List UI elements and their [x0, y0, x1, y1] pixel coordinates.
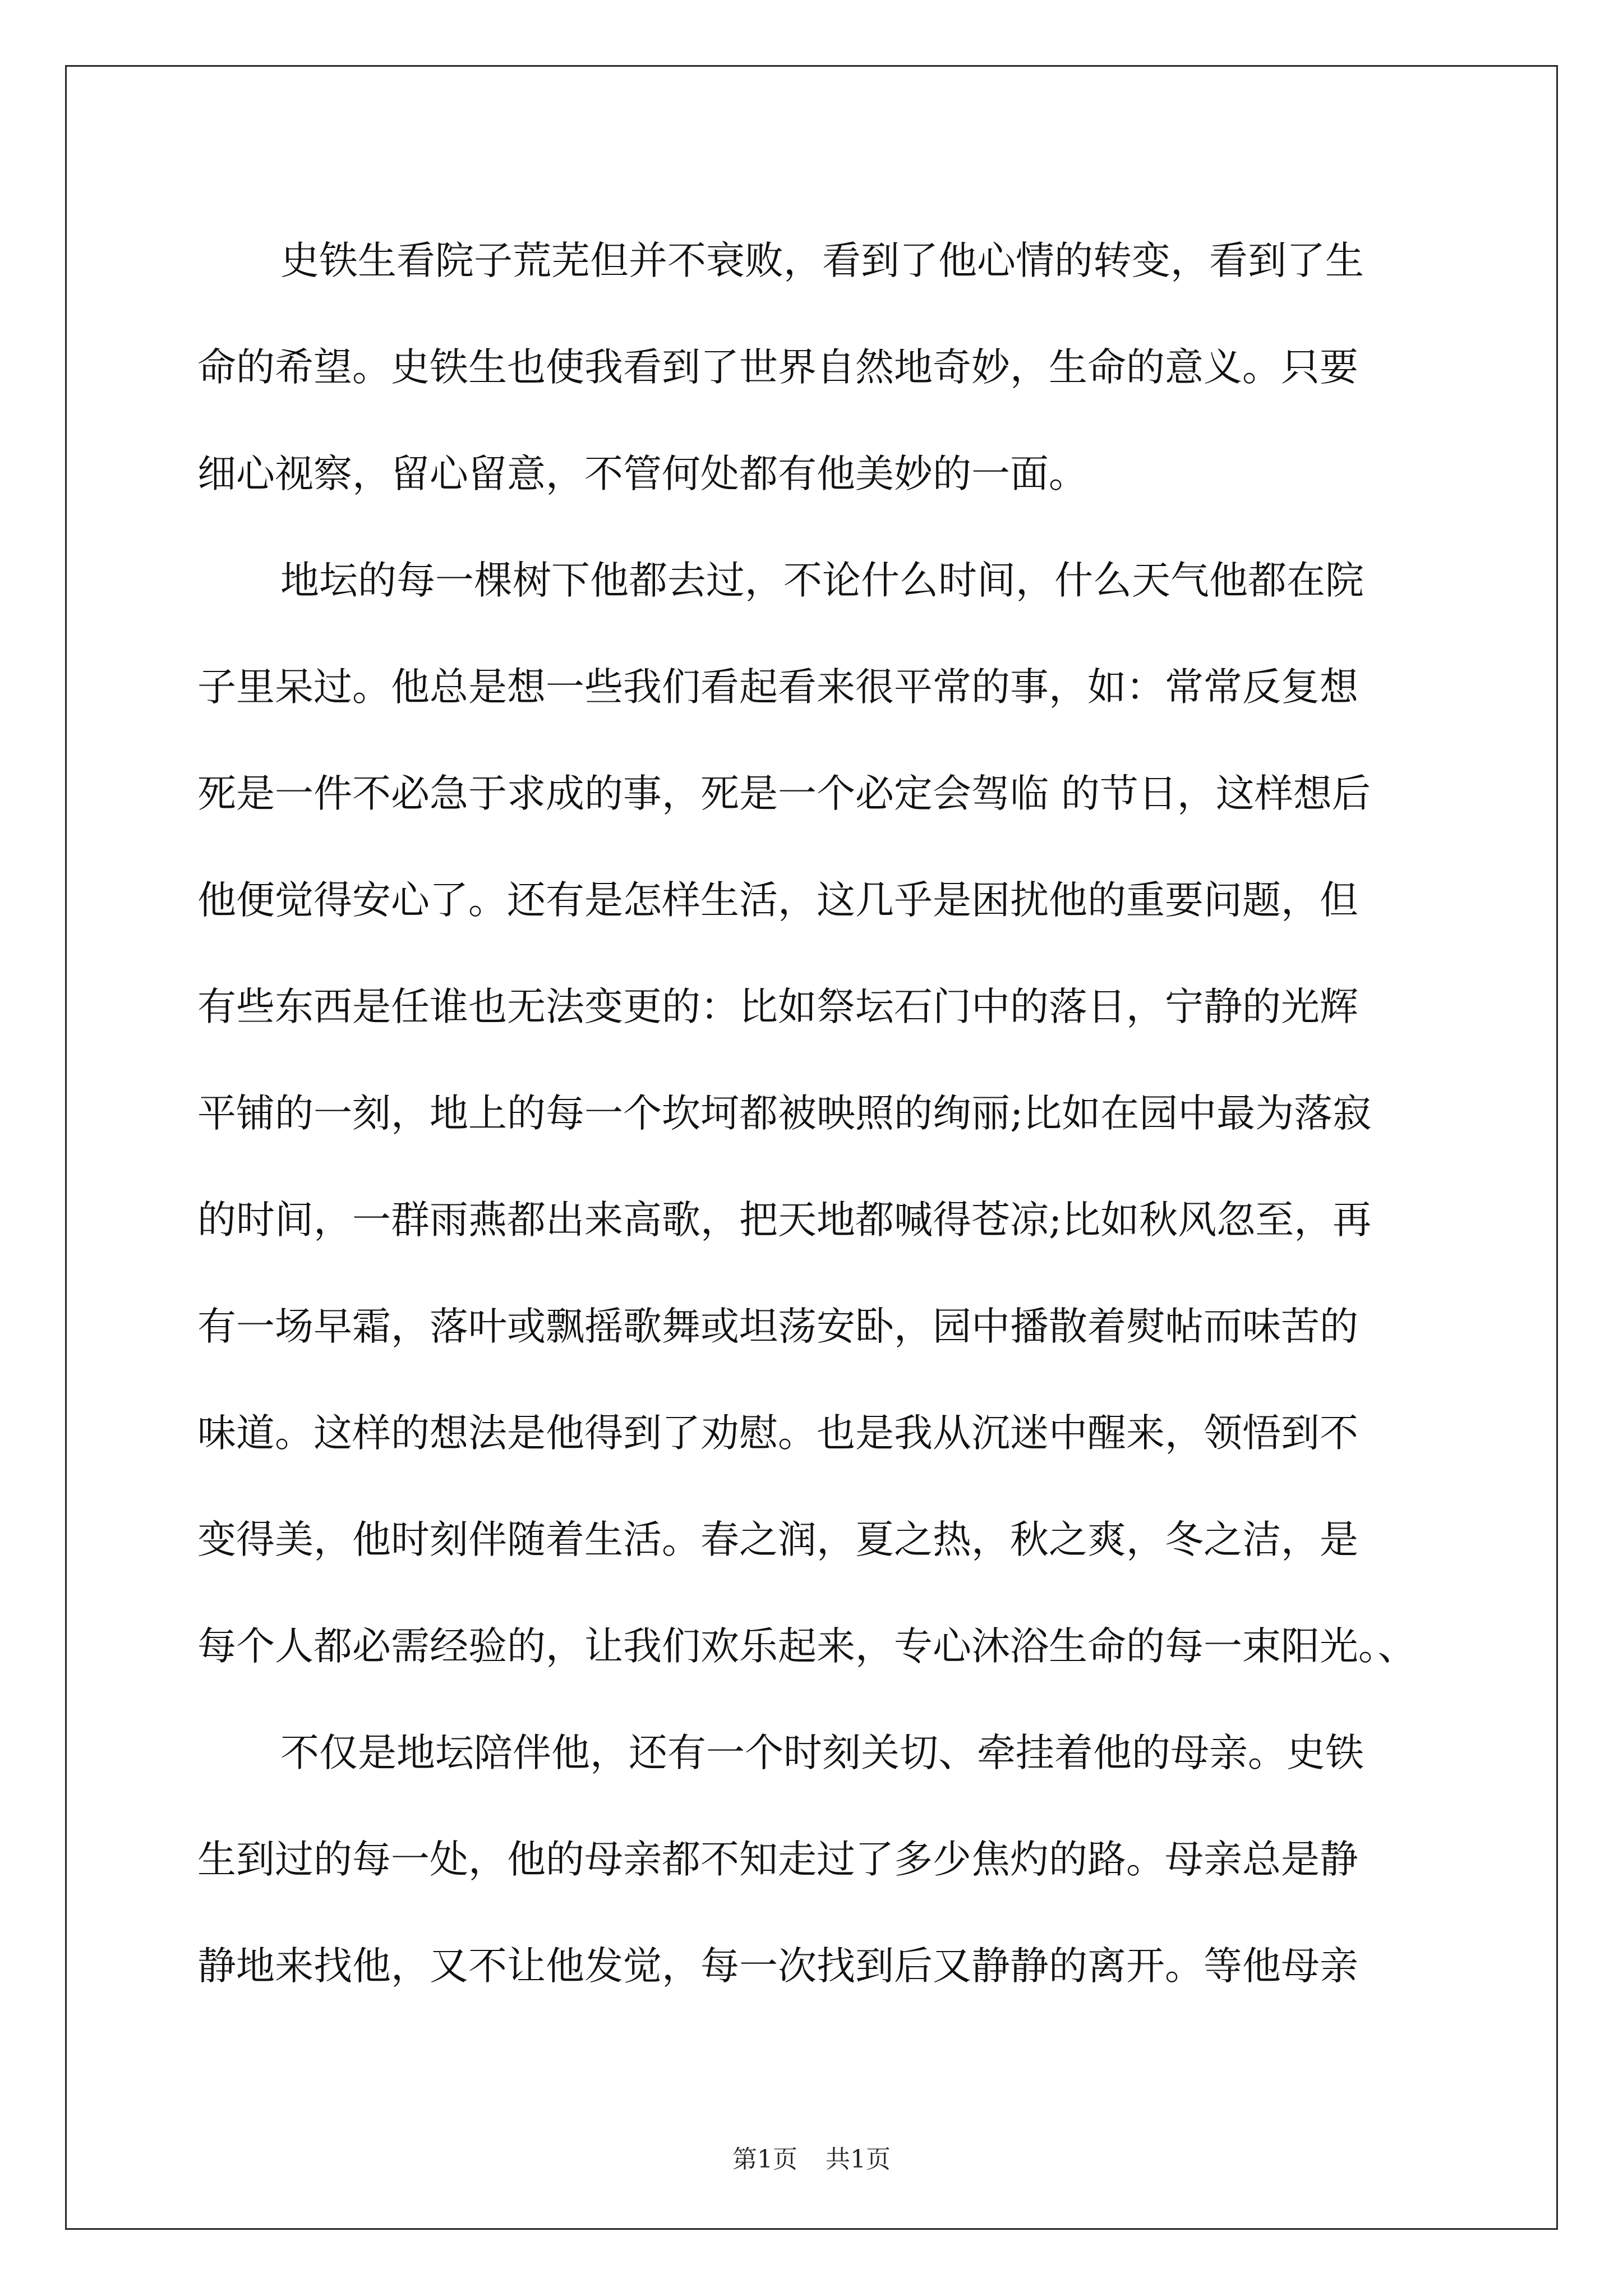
paragraph-2-line-6: 平铺的一刻，地上的每一个坎坷都被映照的绚丽;比如在园中最为落寂: [197, 1091, 1372, 1136]
paragraph-2-line-8: 有一场早霜，落叶或飘摇歌舞或坦荡安卧，园中播散着熨帖而味苦的: [197, 1304, 1358, 1349]
page-number: 第1页: [732, 2145, 797, 2174]
page-total: 共1页: [826, 2145, 891, 2174]
paragraph-3-line-1: 不仅是地坛陪伴他，还有一个时刻关切、牵挂着他的母亲。史铁: [280, 1731, 1364, 1775]
paragraph-2-line-11: 每个人都必需经验的，让我们欢乐起来，专心沐浴生命的每一束阳光。、: [197, 1624, 1417, 1669]
paragraph-3-line-3: 静地来找他，又不让他发觉，每一次找到后又静静的离开。等他母亲: [197, 1944, 1358, 1989]
paragraph-2-line-5: 有些东西是任谁也无法变更的：比如祭坛石门中的落日，宁静的光辉: [197, 984, 1358, 1029]
paragraph-2-line-10: 变得美，他时刻伴随着生活。春之润，夏之热，秋之爽，冬之洁，是: [197, 1517, 1358, 1562]
page-footer: [0, 2143, 1623, 2177]
paragraph-1-line-2: 命的希望。史铁生也使我看到了世界自然地奇妙，生命的意义。只要: [197, 345, 1358, 390]
paragraph-2-line-1: 地坛的每一棵树下他都去过，不论什么时间，什么天气他都在院: [280, 558, 1364, 603]
paragraph-2-line-4: 他便觉得安心了。还有是怎样生活，这几乎是困扰他的重要问题，但: [197, 878, 1358, 923]
paragraph-2-line-2: 子里呆过。他总是想一些我们看起看来很平常的事，如：常常反复想: [197, 665, 1358, 710]
paragraph-2-line-9: 味道。这样的想法是他得到了劝慰。也是我从沉迷中醒来，领悟到不: [197, 1411, 1358, 1456]
paragraph-2-line-7: 的时间，一群雨燕都出来高歌，把天地都喊得苍凉;比如秋风忽至，再: [197, 1198, 1372, 1243]
paragraph-1-line-1: 史铁生看院子荒芜但并不衰败，看到了他心情的转变，看到了生: [280, 238, 1364, 283]
paragraph-1-line-3: 细心视察，留心留意，不管何处都有他美妙的一面。: [197, 452, 1087, 496]
paragraph-2-line-3: 死是一件不必急于求成的事，死是一个必定会驾临 的节日，这样想后: [197, 771, 1371, 816]
paragraph-3-line-2: 生到过的每一处，他的母亲都不知走过了多少焦灼的路。母亲总是静: [197, 1837, 1358, 1882]
